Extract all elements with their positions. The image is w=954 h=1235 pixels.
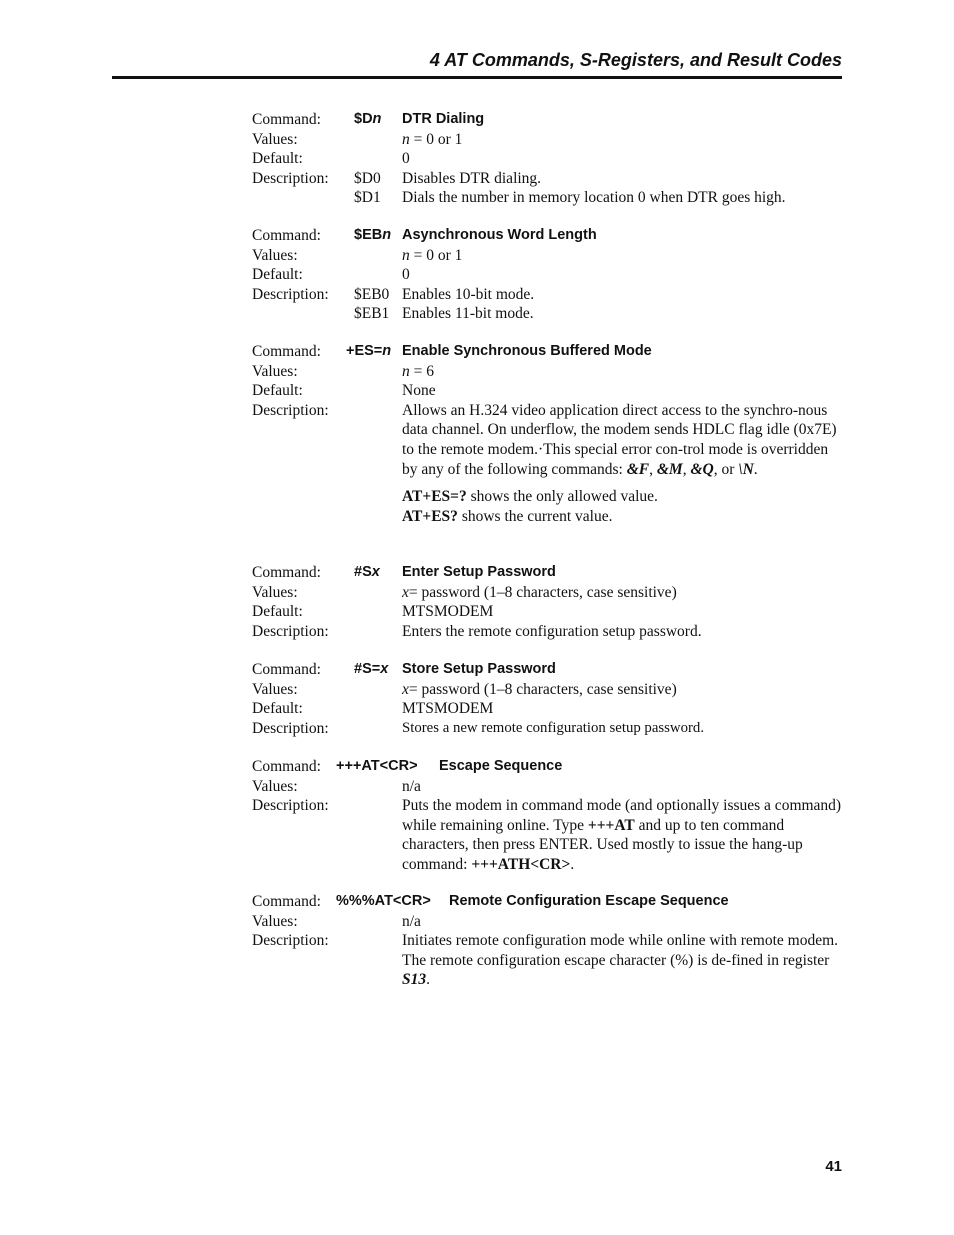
subcommand: $EB0: [354, 285, 390, 303]
command-entry-dtr-dialing: [252, 110, 852, 208]
subcommand: $D1: [354, 189, 381, 207]
command-label: Command:: [252, 111, 321, 128]
description-text: Enters the remote configuration setup password.: [402, 622, 702, 640]
command-title: Asynchronous Word Length: [402, 227, 597, 243]
description-label: Description:: [252, 401, 329, 419]
command-entry-store-setup-password: [252, 660, 852, 738]
default-value: 0: [402, 150, 410, 168]
command-title: Enter Setup Password: [402, 564, 556, 580]
default-label: Default:: [252, 700, 303, 718]
command-title: Escape Sequence: [439, 758, 563, 774]
values-label: Values:: [252, 583, 298, 601]
command-title: Remote Configuration Escape Sequence: [449, 893, 729, 909]
values-value: x= password (1–8 characters, case sensitive): [402, 680, 677, 698]
description-label: Description:: [252, 932, 329, 950]
values-value: n = 6: [402, 362, 434, 380]
subcommand: $D0: [354, 169, 381, 187]
command-entry-remote-config-escape: [252, 892, 852, 990]
command-entry-async-word-length: [252, 226, 852, 324]
command-title: Store Setup Password: [402, 661, 556, 677]
default-label: Default:: [252, 150, 303, 168]
default-value: MTSMODEM: [402, 700, 494, 718]
values-value: n/a: [402, 777, 421, 795]
values-label: Values:: [252, 362, 298, 380]
values-label: Values:: [252, 246, 298, 264]
command-entry-escape-sequence: [252, 757, 852, 875]
command-label: Command:: [252, 661, 321, 678]
note-allowed-value: AT+ES=? shows the only allowed value.: [402, 488, 658, 506]
subcommand-description: Disables DTR dialing.: [402, 169, 542, 187]
values-label: Values:: [252, 912, 298, 930]
command-name: %%%AT<CR>: [336, 893, 431, 909]
note-current-value: AT+ES? shows the current value.: [402, 507, 613, 525]
values-value: n = 0 or 1: [402, 130, 463, 148]
command-label: Command:: [252, 758, 321, 775]
command-label: Command:: [252, 564, 321, 581]
subcommand-description: Enables 10-bit mode.: [402, 285, 535, 303]
subcommand-description: Enables 11-bit mode.: [402, 305, 534, 323]
values-value: n = 0 or 1: [402, 246, 463, 264]
description-label: Description:: [252, 169, 329, 187]
subcommand-description: Dials the number in memory location 0 when DTR goes high.: [402, 189, 786, 207]
command-name: +++AT<CR>: [336, 758, 418, 774]
default-label: Default:: [252, 266, 303, 284]
values-label: Values:: [252, 130, 298, 148]
description-label: Description:: [252, 285, 329, 303]
values-label: Values:: [252, 680, 298, 698]
default-label: Default:: [252, 603, 303, 621]
command-title: Enable Synchronous Buffered Mode: [402, 343, 652, 359]
command-name: $EBn: [354, 227, 392, 243]
command-label: Command:: [252, 227, 321, 244]
description-label: Description:: [252, 797, 329, 815]
running-header: [112, 48, 842, 79]
values-value: x= password (1–8 characters, case sensitive): [402, 583, 677, 601]
command-entry-sync-buffered-mode: [252, 342, 852, 526]
command-name: #S=x: [354, 661, 389, 677]
chapter-title: 4 AT Commands, S-Registers, and Result Codes: [429, 50, 842, 70]
values-value: n/a: [402, 912, 421, 930]
command-label: Command:: [252, 893, 321, 910]
default-value: MTSMODEM: [402, 603, 494, 621]
description-label: Description:: [252, 622, 329, 640]
default-value: 0: [402, 266, 410, 284]
description-text: Stores a new remote configuration setup password.: [402, 719, 705, 736]
values-label: Values:: [252, 777, 298, 795]
command-name: $Dn: [354, 111, 382, 127]
command-name: +ES=n: [346, 343, 392, 359]
command-name: #Sx: [354, 564, 380, 580]
default-value: None: [402, 382, 436, 400]
description-label: Description:: [252, 719, 329, 737]
default-label: Default:: [252, 382, 303, 400]
command-title: DTR Dialing: [402, 111, 485, 127]
description-text: Initiates remote configuration mode while online with remote modem. The remote configuration escape character (%) is de-fined in register S13.: [402, 932, 839, 989]
command-entry-enter-setup-password: [252, 563, 852, 641]
description-text: Allows an H.324 video application direct access to the synchro-nous data channel. On underflow, the modem sends HDLC flag idle (0x7E) to the remote modem.·This special error con-trol mode is overridden by any of the following commands: &F, &M, &Q, or \N.: [402, 401, 837, 478]
description-text: Puts the modem in command mode (and optionally issues a command) while remaining online. Type +++AT and up to ten command characters, then press ENTER. Used mostly to issue the hang-up command: +++ATH<CR>.: [402, 797, 842, 873]
subcommand: $EB1: [354, 305, 390, 323]
page-number: 41: [825, 1158, 842, 1175]
command-label: Command:: [252, 343, 321, 360]
